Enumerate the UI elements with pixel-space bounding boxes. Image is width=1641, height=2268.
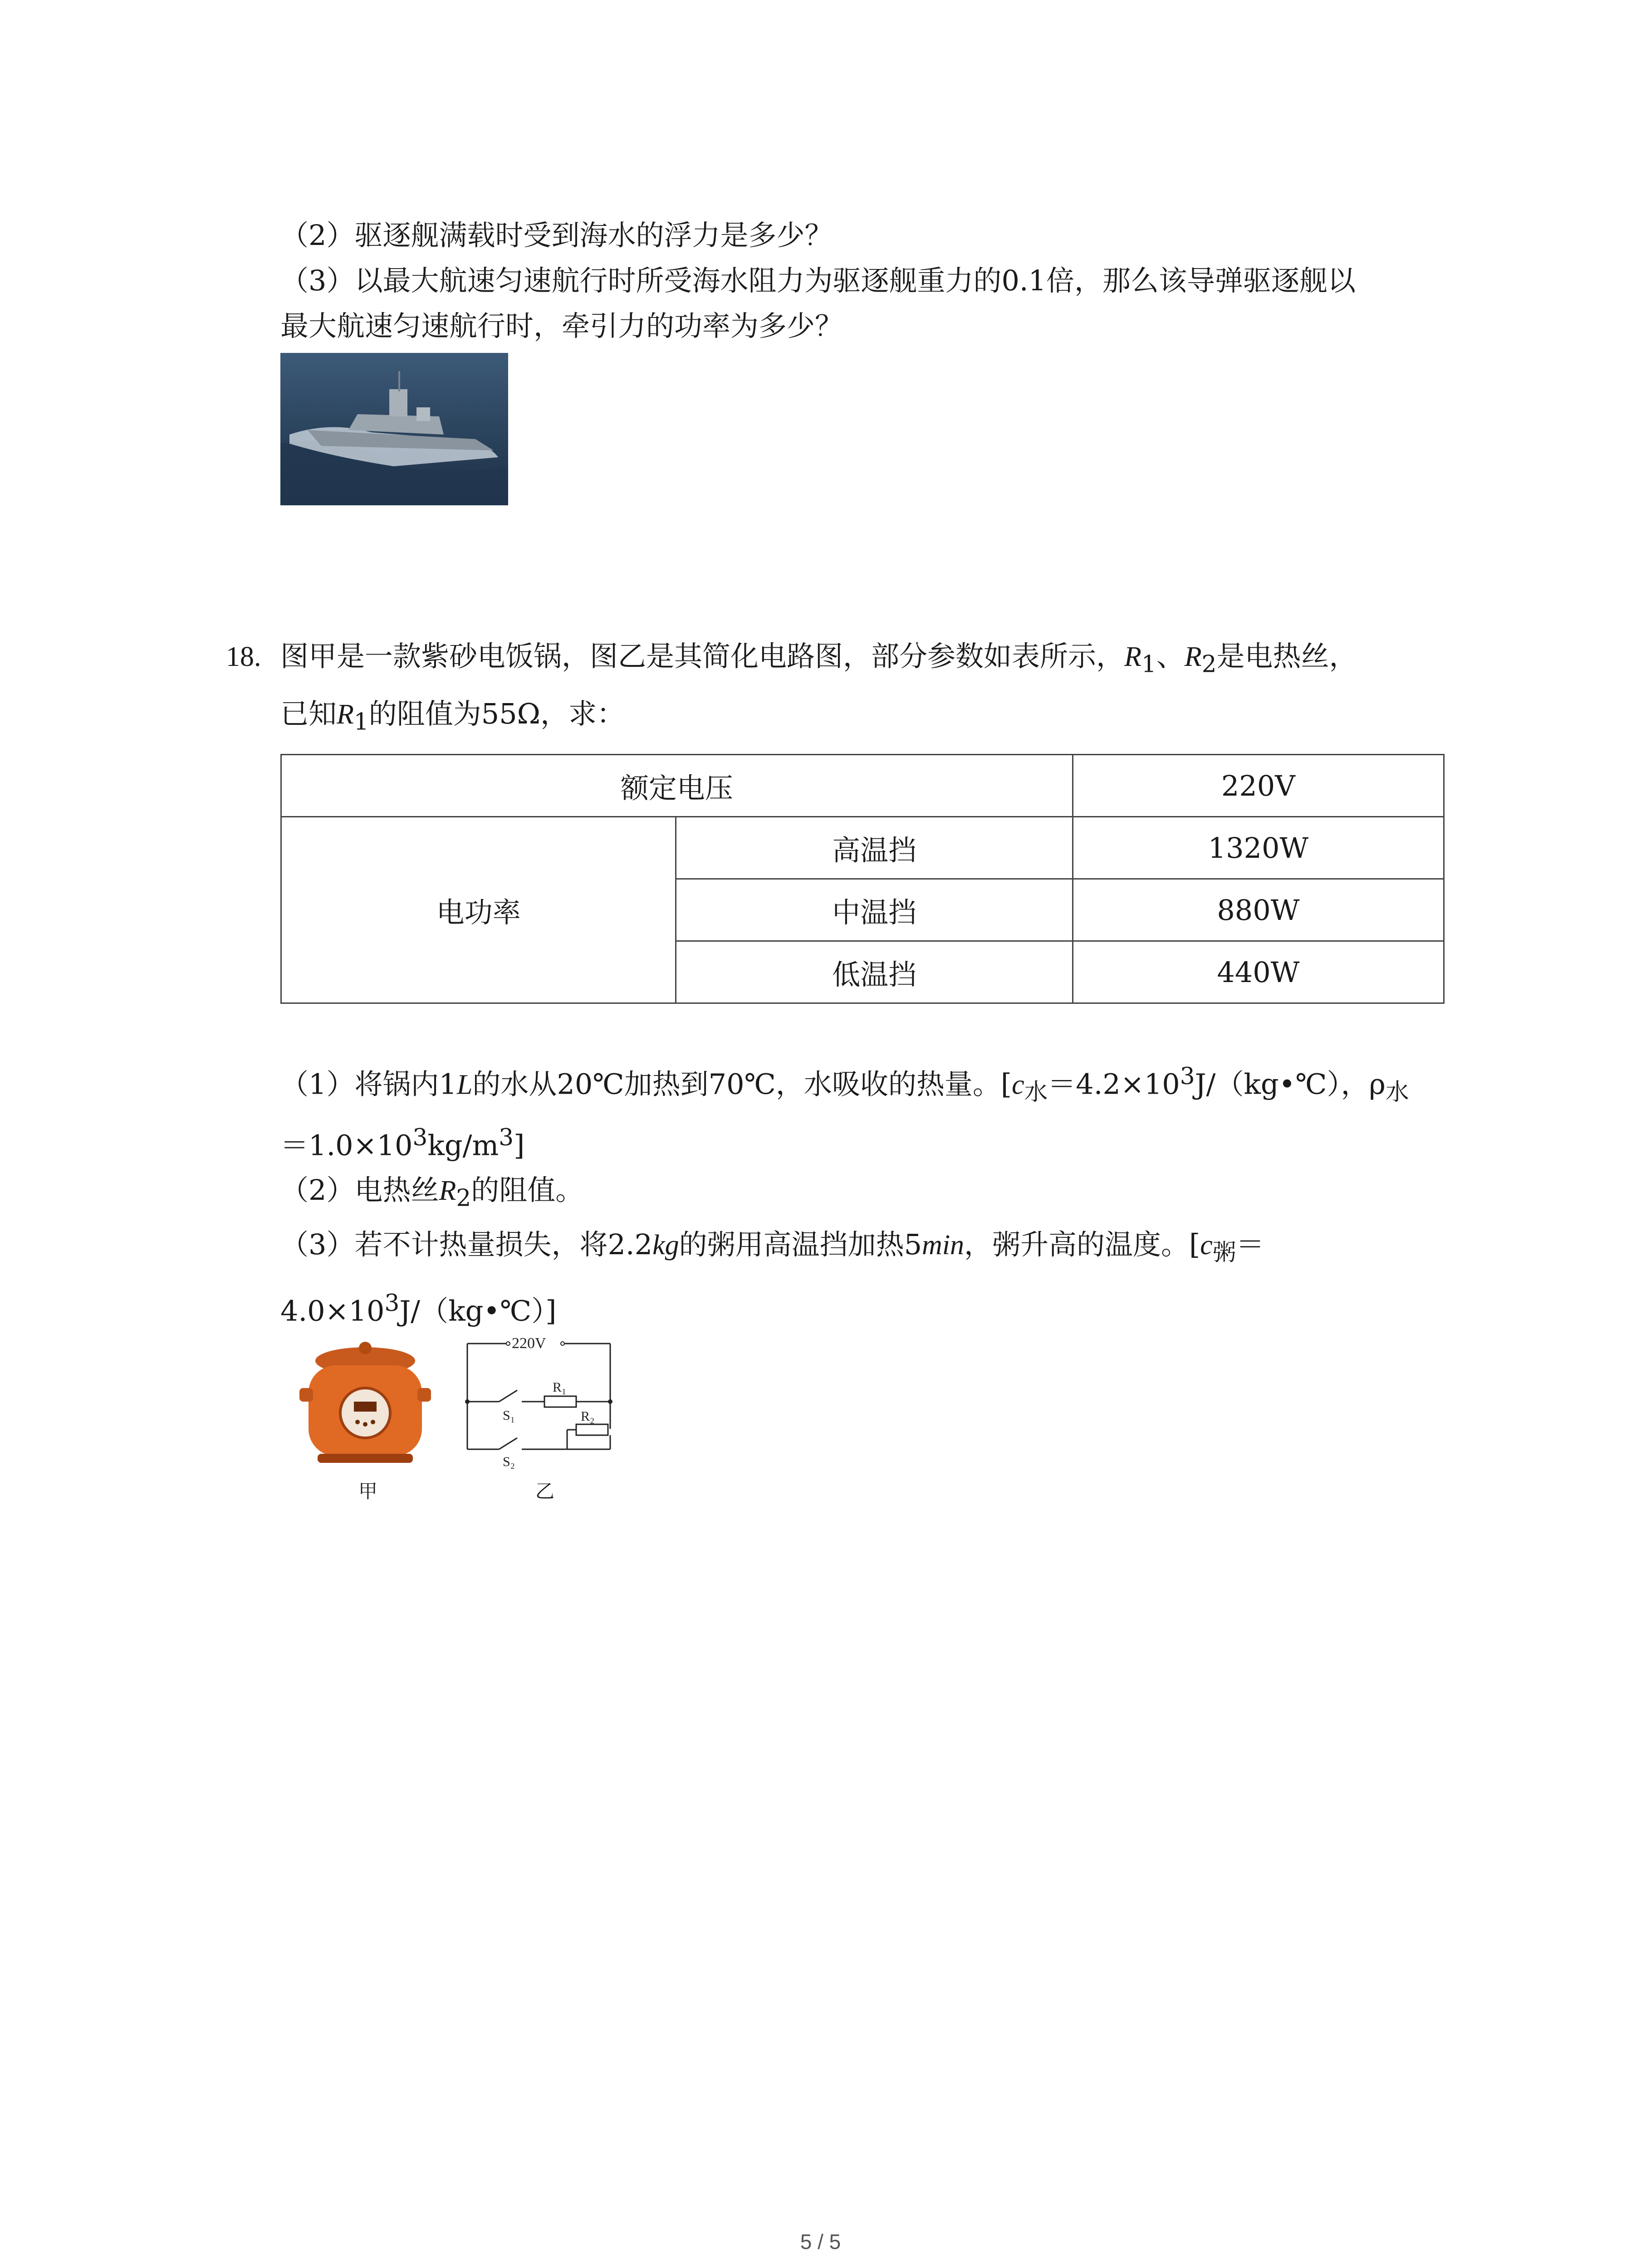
q18-part3-line1: （3）若不计热量损失，将2.2kg的粥用高温挡加热5min，粥升高的温度。[$c_粥=$ bbox=[280, 1228, 1264, 1266]
parameter-table bbox=[280, 754, 1445, 1004]
page-number: 5 / 5 bbox=[800, 2230, 841, 2253]
q17-part3-line2: 最大航速匀速航行时，牵引力的功率为多少？ bbox=[280, 309, 843, 342]
q17-part3-line1: （3）以最大航速匀速航行时所受海水阻力为驱逐舰重力的0.1倍，那么该导弹驱逐舰以 bbox=[280, 264, 1356, 297]
q18-stem-line1: 图甲是一款紫砂电饭锅，图乙是其简化电路图，部分参数如表所示，$R_1$、$R_2$是电热丝， bbox=[280, 640, 1357, 678]
rice-cooker-image bbox=[290, 1338, 440, 1470]
circuit-s2-label: S₂ bbox=[503, 1454, 515, 1469]
caption-jia: 甲 bbox=[358, 1480, 378, 1502]
power-high: 1320W bbox=[1073, 817, 1444, 879]
caption-yi: 乙 bbox=[535, 1480, 555, 1502]
q17-part2: （2）驱逐舰满载时受到海水的浮力是多少？ bbox=[280, 219, 833, 252]
power-label: 电功率 bbox=[281, 817, 676, 1003]
q18-part1-line1: （1）将锅内1L的水从20℃加热到70℃，水吸收的热量。[$c_水=4.2\times 10^3J/(kg•℃)$，$\rho_水$ bbox=[280, 1063, 1409, 1106]
gear-mid: 中温挡 bbox=[676, 879, 1073, 941]
circuit-r2-label: R₂ bbox=[581, 1409, 595, 1424]
rated-voltage-value: 220V bbox=[1073, 755, 1444, 817]
question-number: 18. bbox=[226, 641, 261, 672]
q18-stem-line2: 已知$R_1$的阻值为55Ω，求： bbox=[280, 697, 625, 736]
q18-part1-line2: $=1.0\times 10^3kg/m^3$] bbox=[280, 1124, 525, 1162]
power-mid: 880W bbox=[1073, 879, 1444, 941]
destroyer-photo bbox=[280, 353, 508, 505]
circuit-diagram bbox=[458, 1334, 626, 1470]
circuit-s1-label: S₁ bbox=[503, 1408, 515, 1423]
rated-voltage-label: 额定电压 bbox=[281, 755, 1073, 817]
q18-part2: （2）电热丝$R_2$的阻值。 bbox=[280, 1173, 584, 1212]
circuit-voltage-label: 220V bbox=[512, 1335, 546, 1352]
circuit-r1-label: R₁ bbox=[553, 1380, 567, 1395]
q18-part3-line2: $4.0\times 10^3J/(kg•℃)$] bbox=[280, 1290, 557, 1328]
gear-high: 高温挡 bbox=[676, 817, 1073, 879]
power-low: 440W bbox=[1073, 941, 1444, 1003]
gear-low: 低温挡 bbox=[676, 941, 1073, 1003]
